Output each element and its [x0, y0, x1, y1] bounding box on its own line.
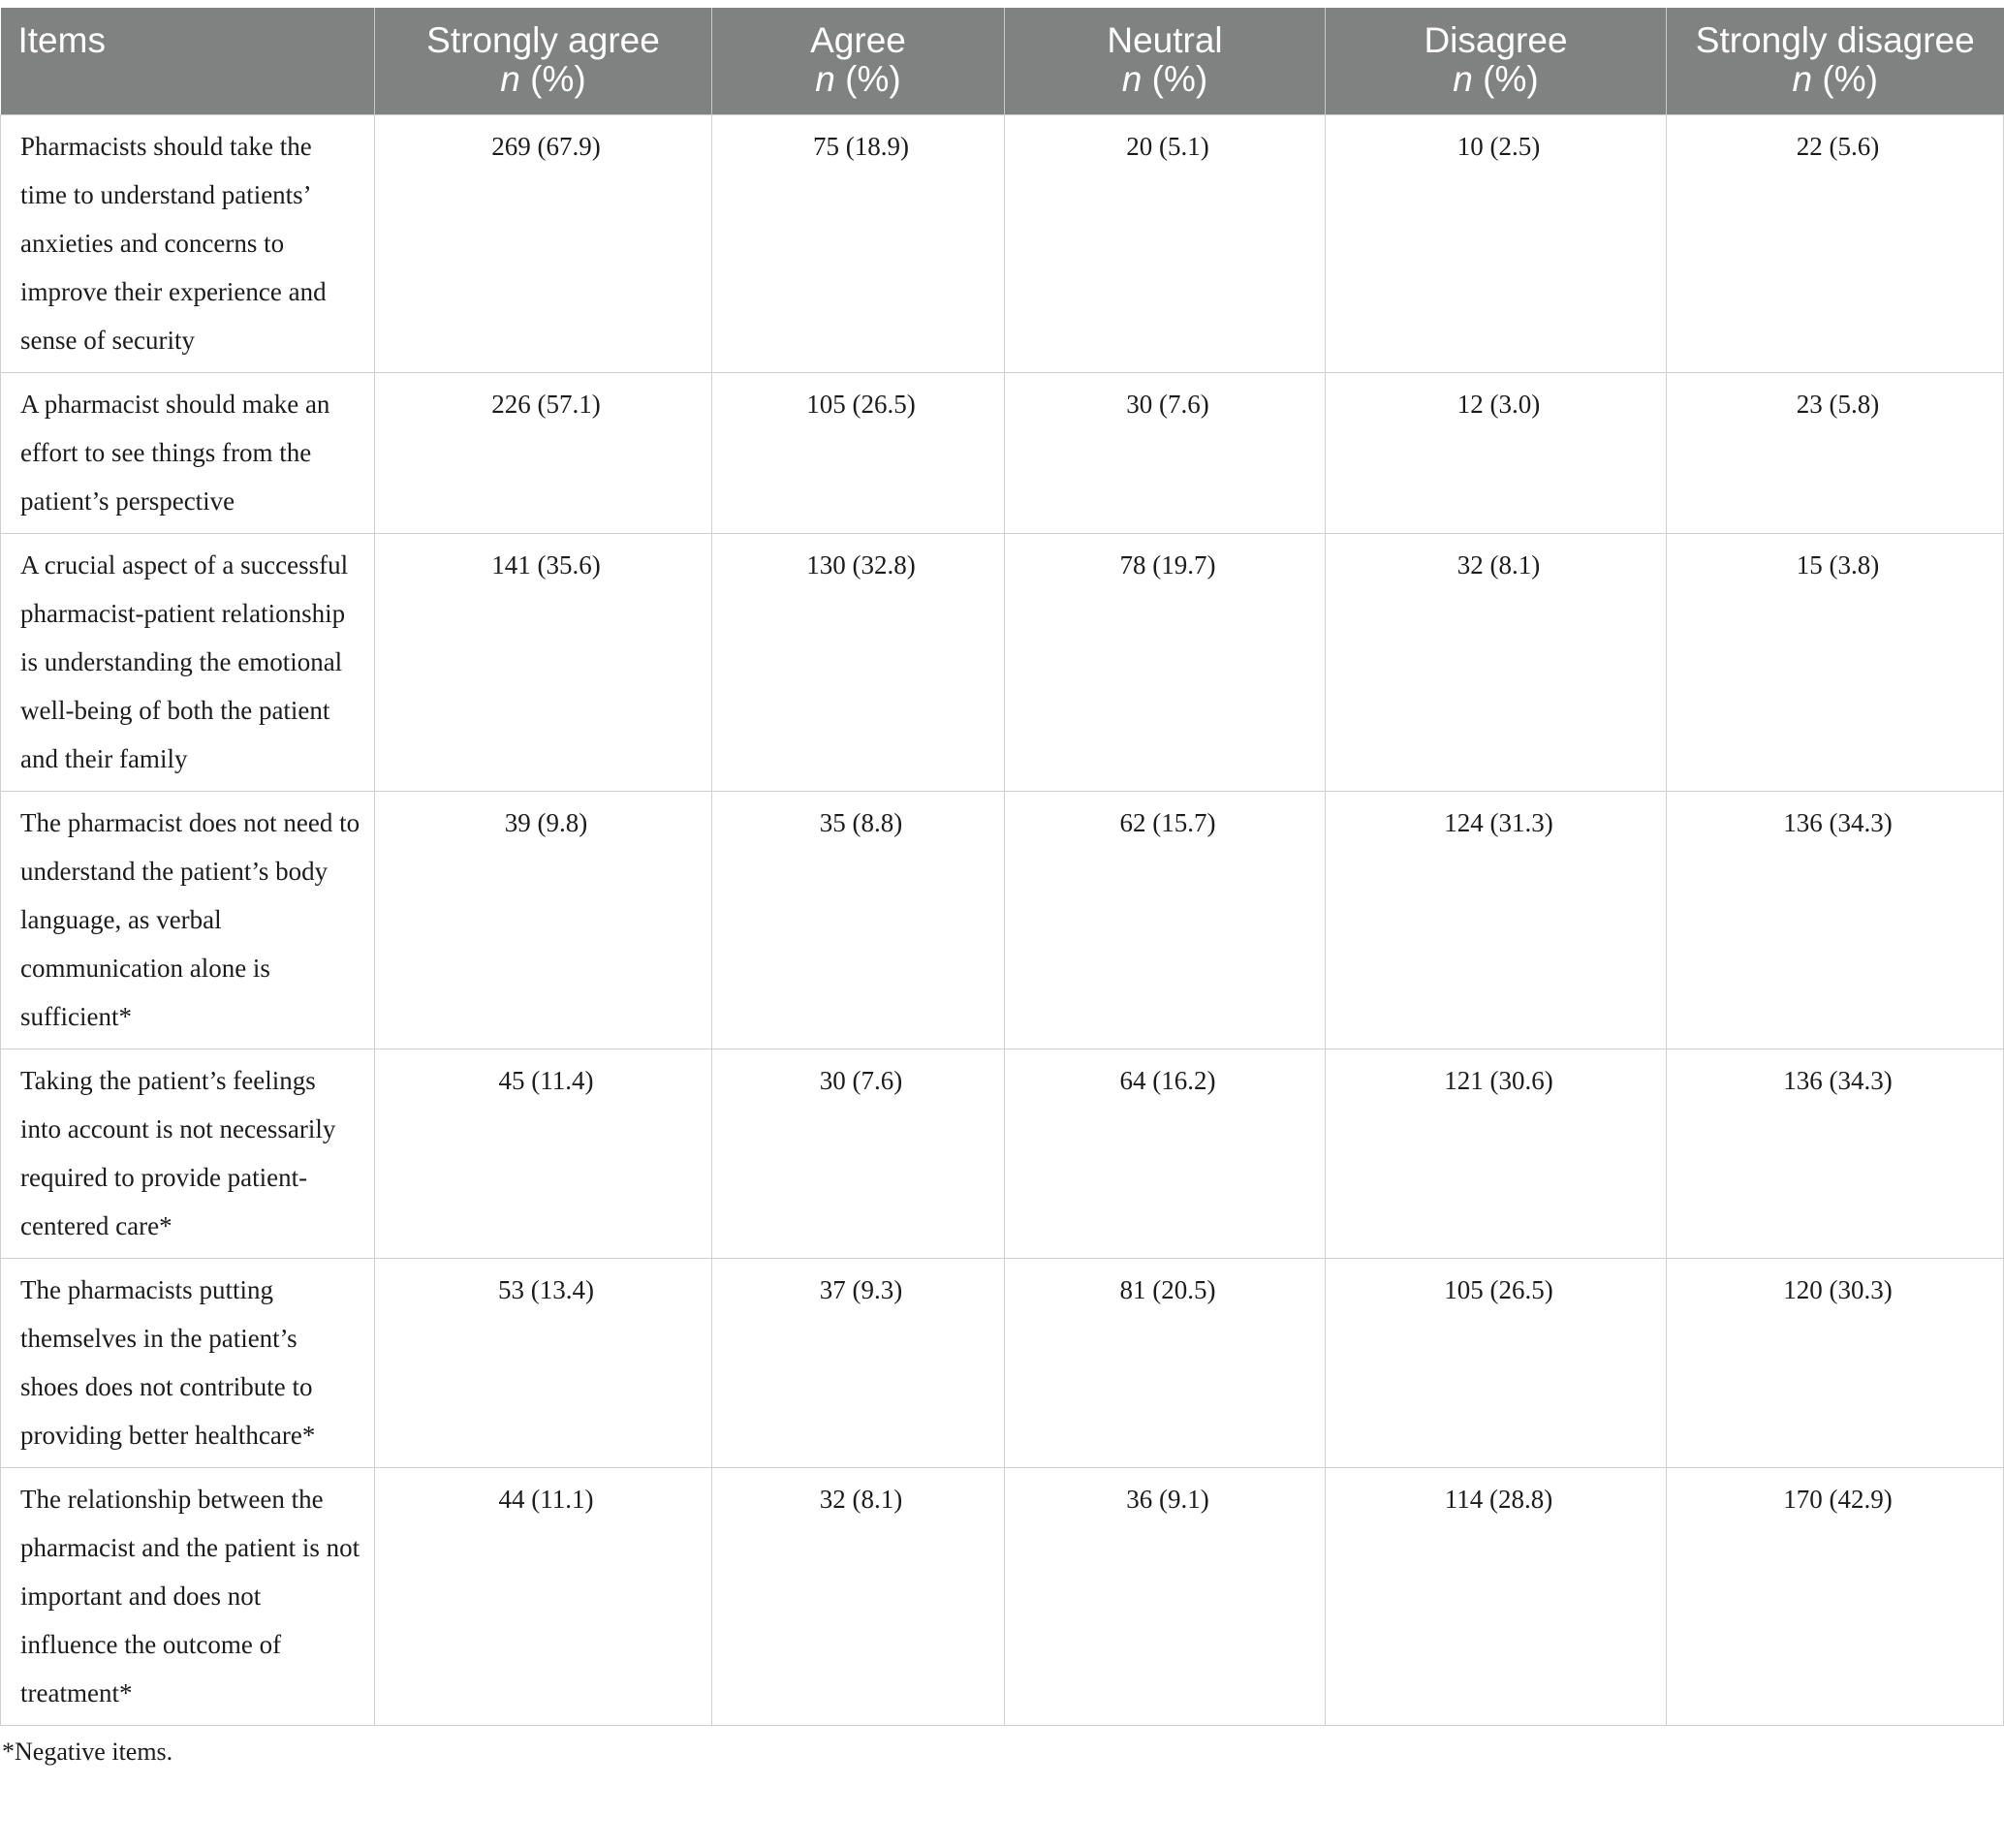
agree-cell: 35 (8.8) [712, 791, 1005, 1049]
agree-cell: 75 (18.9) [712, 114, 1005, 372]
table-body [1, 114, 2004, 1725]
strongly-agree-cell: 141 (35.6) [375, 533, 712, 791]
neutral-cell: 81 (20.5) [1005, 1258, 1326, 1467]
strongly-disagree-cell: 136 (34.3) [1667, 791, 2004, 1049]
item-cell: The pharmacists putting themselves in the patient’s shoes does not contribute to providing better healthcare* [1, 1258, 375, 1467]
table-row [1, 114, 2004, 372]
survey-table [0, 8, 2004, 1726]
header-strongly-agree [375, 8, 712, 114]
strongly-agree-cell: 269 (67.9) [375, 114, 712, 372]
header-strongly-disagree [1667, 8, 2004, 114]
neutral-cell: 78 (19.7) [1005, 533, 1326, 791]
agree-cell: 105 (26.5) [712, 372, 1005, 533]
header-sub-n: n [500, 59, 520, 99]
strongly-agree-cell: 45 (11.4) [375, 1049, 712, 1258]
header-subtitle [730, 60, 986, 99]
header-sub-pct: (%) [1472, 59, 1539, 99]
table-header [1, 8, 2004, 114]
disagree-cell: 121 (30.6) [1326, 1049, 1667, 1258]
agree-cell: 30 (7.6) [712, 1049, 1005, 1258]
header-subtitle [392, 60, 694, 99]
header-sub-n: n [1121, 59, 1143, 99]
strongly-disagree-cell: 22 (5.6) [1667, 114, 2004, 372]
table-row [1, 791, 2004, 1049]
neutral-cell: 64 (16.2) [1005, 1049, 1326, 1258]
agree-cell: 32 (8.1) [712, 1467, 1005, 1725]
agree-cell: 37 (9.3) [712, 1258, 1005, 1467]
header-sub-pct: (%) [834, 59, 901, 99]
table-footnote: *Negative items. [2, 1737, 173, 1766]
header-title: Neutral [1107, 20, 1223, 60]
header-title: Items [17, 20, 106, 60]
strongly-agree-cell: 226 (57.1) [375, 372, 712, 533]
disagree-cell: 12 (3.0) [1326, 372, 1667, 533]
table-row [1, 372, 2004, 533]
disagree-cell: 32 (8.1) [1326, 533, 1667, 791]
strongly-disagree-cell: 120 (30.3) [1667, 1258, 2004, 1467]
strongly-disagree-cell: 15 (3.8) [1667, 533, 2004, 791]
strongly-agree-cell: 39 (9.8) [375, 791, 712, 1049]
header-sub-n: n [815, 59, 835, 99]
neutral-cell: 36 (9.1) [1005, 1467, 1326, 1725]
header-title: Strongly disagree [1695, 20, 1975, 60]
item-cell: Pharmacists should take the time to understand patients’ anxieties and concerns to improve their experience and sense of security [1, 114, 375, 372]
table-row [1, 533, 2004, 791]
header-subtitle [1684, 60, 1987, 99]
item-cell: The pharmacist does not need to understand the patient’s body language, as verbal communication alone is sufficient* [1, 791, 375, 1049]
header-sub-n: n [1792, 59, 1813, 99]
header-items [1, 8, 375, 114]
strongly-disagree-cell: 170 (42.9) [1667, 1467, 2004, 1725]
table-row [1, 1258, 2004, 1467]
strongly-disagree-cell: 23 (5.8) [1667, 372, 2004, 533]
header-disagree [1326, 8, 1667, 114]
strongly-agree-cell: 53 (13.4) [375, 1258, 712, 1467]
disagree-cell: 10 (2.5) [1326, 114, 1667, 372]
header-agree [712, 8, 1005, 114]
table-row [1, 1467, 2004, 1725]
header-subtitle [1022, 60, 1307, 99]
strongly-agree-cell: 44 (11.1) [375, 1467, 712, 1725]
header-neutral [1005, 8, 1326, 114]
header-sub-pct: (%) [1812, 59, 1878, 99]
header-sub-pct: (%) [519, 59, 586, 99]
item-cell: A crucial aspect of a successful pharmacist-patient relationship is understanding the emotional well-being of both the patient and their family [1, 533, 375, 791]
item-cell: Taking the patient’s feelings into account is not necessarily required to provide patient-centered care* [1, 1049, 375, 1258]
disagree-cell: 105 (26.5) [1326, 1258, 1667, 1467]
header-title: Disagree [1424, 20, 1568, 60]
neutral-cell: 30 (7.6) [1005, 372, 1326, 533]
neutral-cell: 62 (15.7) [1005, 791, 1326, 1049]
header-subtitle [1343, 60, 1648, 99]
header-title: Agree [810, 20, 906, 60]
header-sub-pct: (%) [1142, 59, 1208, 99]
header-title: Strongly agree [426, 20, 660, 60]
neutral-cell: 20 (5.1) [1005, 114, 1326, 372]
header-row [1, 8, 2004, 114]
header-sub-n: n [1453, 59, 1473, 99]
disagree-cell: 114 (28.8) [1326, 1467, 1667, 1725]
item-cell: The relationship between the pharmacist and the patient is not important and does not influence the outcome of treatment* [1, 1467, 375, 1725]
agree-cell: 130 (32.8) [712, 533, 1005, 791]
table-row [1, 1049, 2004, 1258]
item-cell: A pharmacist should make an effort to see things from the patient’s perspective [1, 372, 375, 533]
disagree-cell: 124 (31.3) [1326, 791, 1667, 1049]
strongly-disagree-cell: 136 (34.3) [1667, 1049, 2004, 1258]
